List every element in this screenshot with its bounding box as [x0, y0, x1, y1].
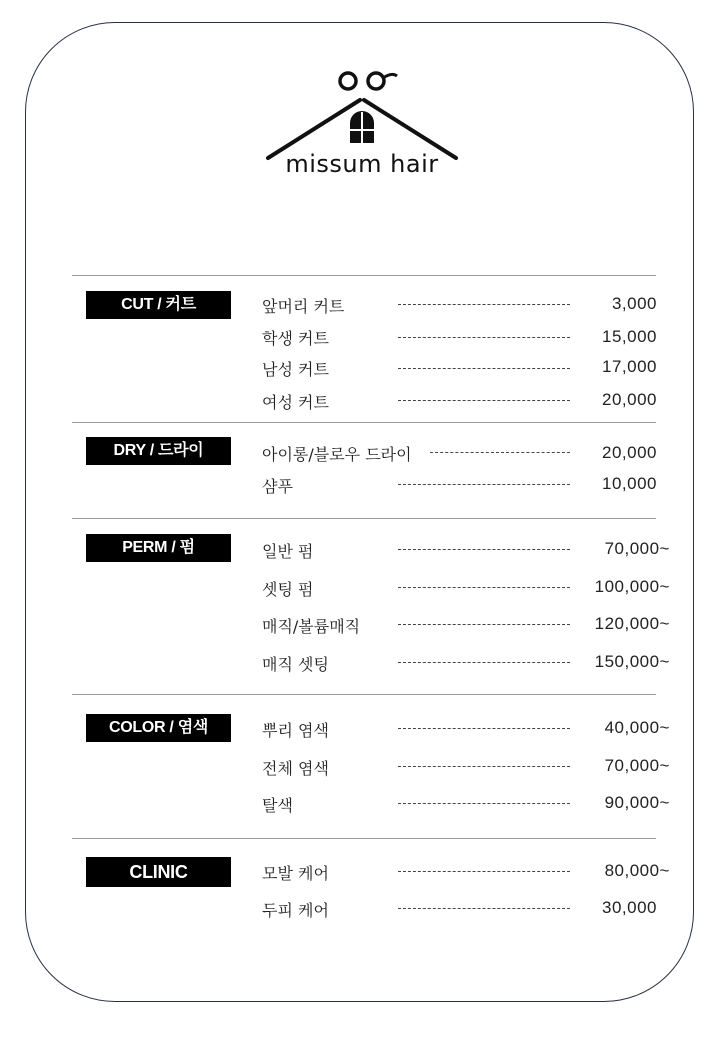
- dotted-leader: [398, 803, 570, 804]
- dotted-leader: [398, 549, 570, 550]
- menu-item-price: 3,000: [611, 294, 657, 313]
- menu-item-price: 80,000~: [604, 861, 670, 880]
- dotted-leader: [398, 662, 570, 663]
- section-badge-clinic: CLINIC: [86, 857, 231, 887]
- dotted-leader: [398, 908, 570, 909]
- menu-item-price: 17,000: [602, 357, 657, 376]
- menu-item-name: 탈색: [262, 796, 293, 815]
- menu-item-price: 150,000~: [594, 652, 670, 671]
- dotted-leader: [398, 400, 570, 401]
- menu-item-name: 앞머리 커트: [262, 297, 345, 316]
- menu-item-name: 매직 셋팅: [262, 655, 329, 674]
- section-divider: [72, 518, 656, 519]
- section-badge-perm: PERM / 펌: [86, 534, 231, 562]
- menu-item-name: 아이롱/블로우 드라이: [262, 445, 412, 464]
- menu-item-price: 70,000~: [604, 756, 670, 775]
- dotted-leader: [398, 624, 570, 625]
- menu-item-price: 30,000: [602, 898, 657, 917]
- section-divider: [72, 422, 656, 423]
- menu-item-price: 100,000~: [594, 577, 670, 596]
- section-divider: [72, 694, 656, 695]
- menu-item-name: 모발 케어: [262, 864, 329, 883]
- dotted-leader: [398, 304, 570, 305]
- menu-item-name: 두피 케어: [262, 901, 329, 920]
- section-divider: [72, 838, 656, 839]
- menu-item-name: 샴푸: [262, 477, 293, 496]
- section-badge-cut: CUT / 커트: [86, 291, 231, 319]
- menu-item-name: 뿌리 염색: [262, 721, 329, 740]
- brand-name: missum hair: [285, 150, 439, 178]
- menu-item-price: 15,000: [602, 327, 657, 346]
- section-badge-color: COLOR / 염색: [86, 714, 231, 742]
- menu-item-name: 전체 염색: [262, 759, 329, 778]
- menu-item-price: 20,000: [602, 443, 657, 462]
- menu-item-price: 120,000~: [594, 614, 670, 633]
- dotted-leader: [398, 766, 570, 767]
- menu-item-name: 매직/볼륨매직: [262, 617, 361, 636]
- dotted-leader: [398, 871, 570, 872]
- menu-item-name: 남성 커트: [262, 360, 329, 379]
- section-badge-dry: DRY / 드라이: [86, 437, 231, 465]
- section-divider: [72, 275, 656, 276]
- dotted-leader: [398, 337, 570, 338]
- menu-item-price: 90,000~: [604, 793, 670, 812]
- dotted-leader: [430, 452, 570, 453]
- menu-item-name: 셋팅 펌: [262, 580, 314, 599]
- menu-item-price: 10,000: [602, 474, 657, 493]
- menu-item-price: 20,000: [602, 390, 657, 409]
- dotted-leader: [398, 368, 570, 369]
- dotted-leader: [398, 728, 570, 729]
- menu-item-price: 70,000~: [604, 539, 670, 558]
- menu-item-price: 40,000~: [604, 718, 670, 737]
- menu-item-name: 여성 커트: [262, 393, 329, 412]
- dotted-leader: [398, 484, 570, 485]
- menu-item-name: 학생 커트: [262, 329, 329, 348]
- dotted-leader: [398, 587, 570, 588]
- menu-item-name: 일반 펌: [262, 542, 314, 561]
